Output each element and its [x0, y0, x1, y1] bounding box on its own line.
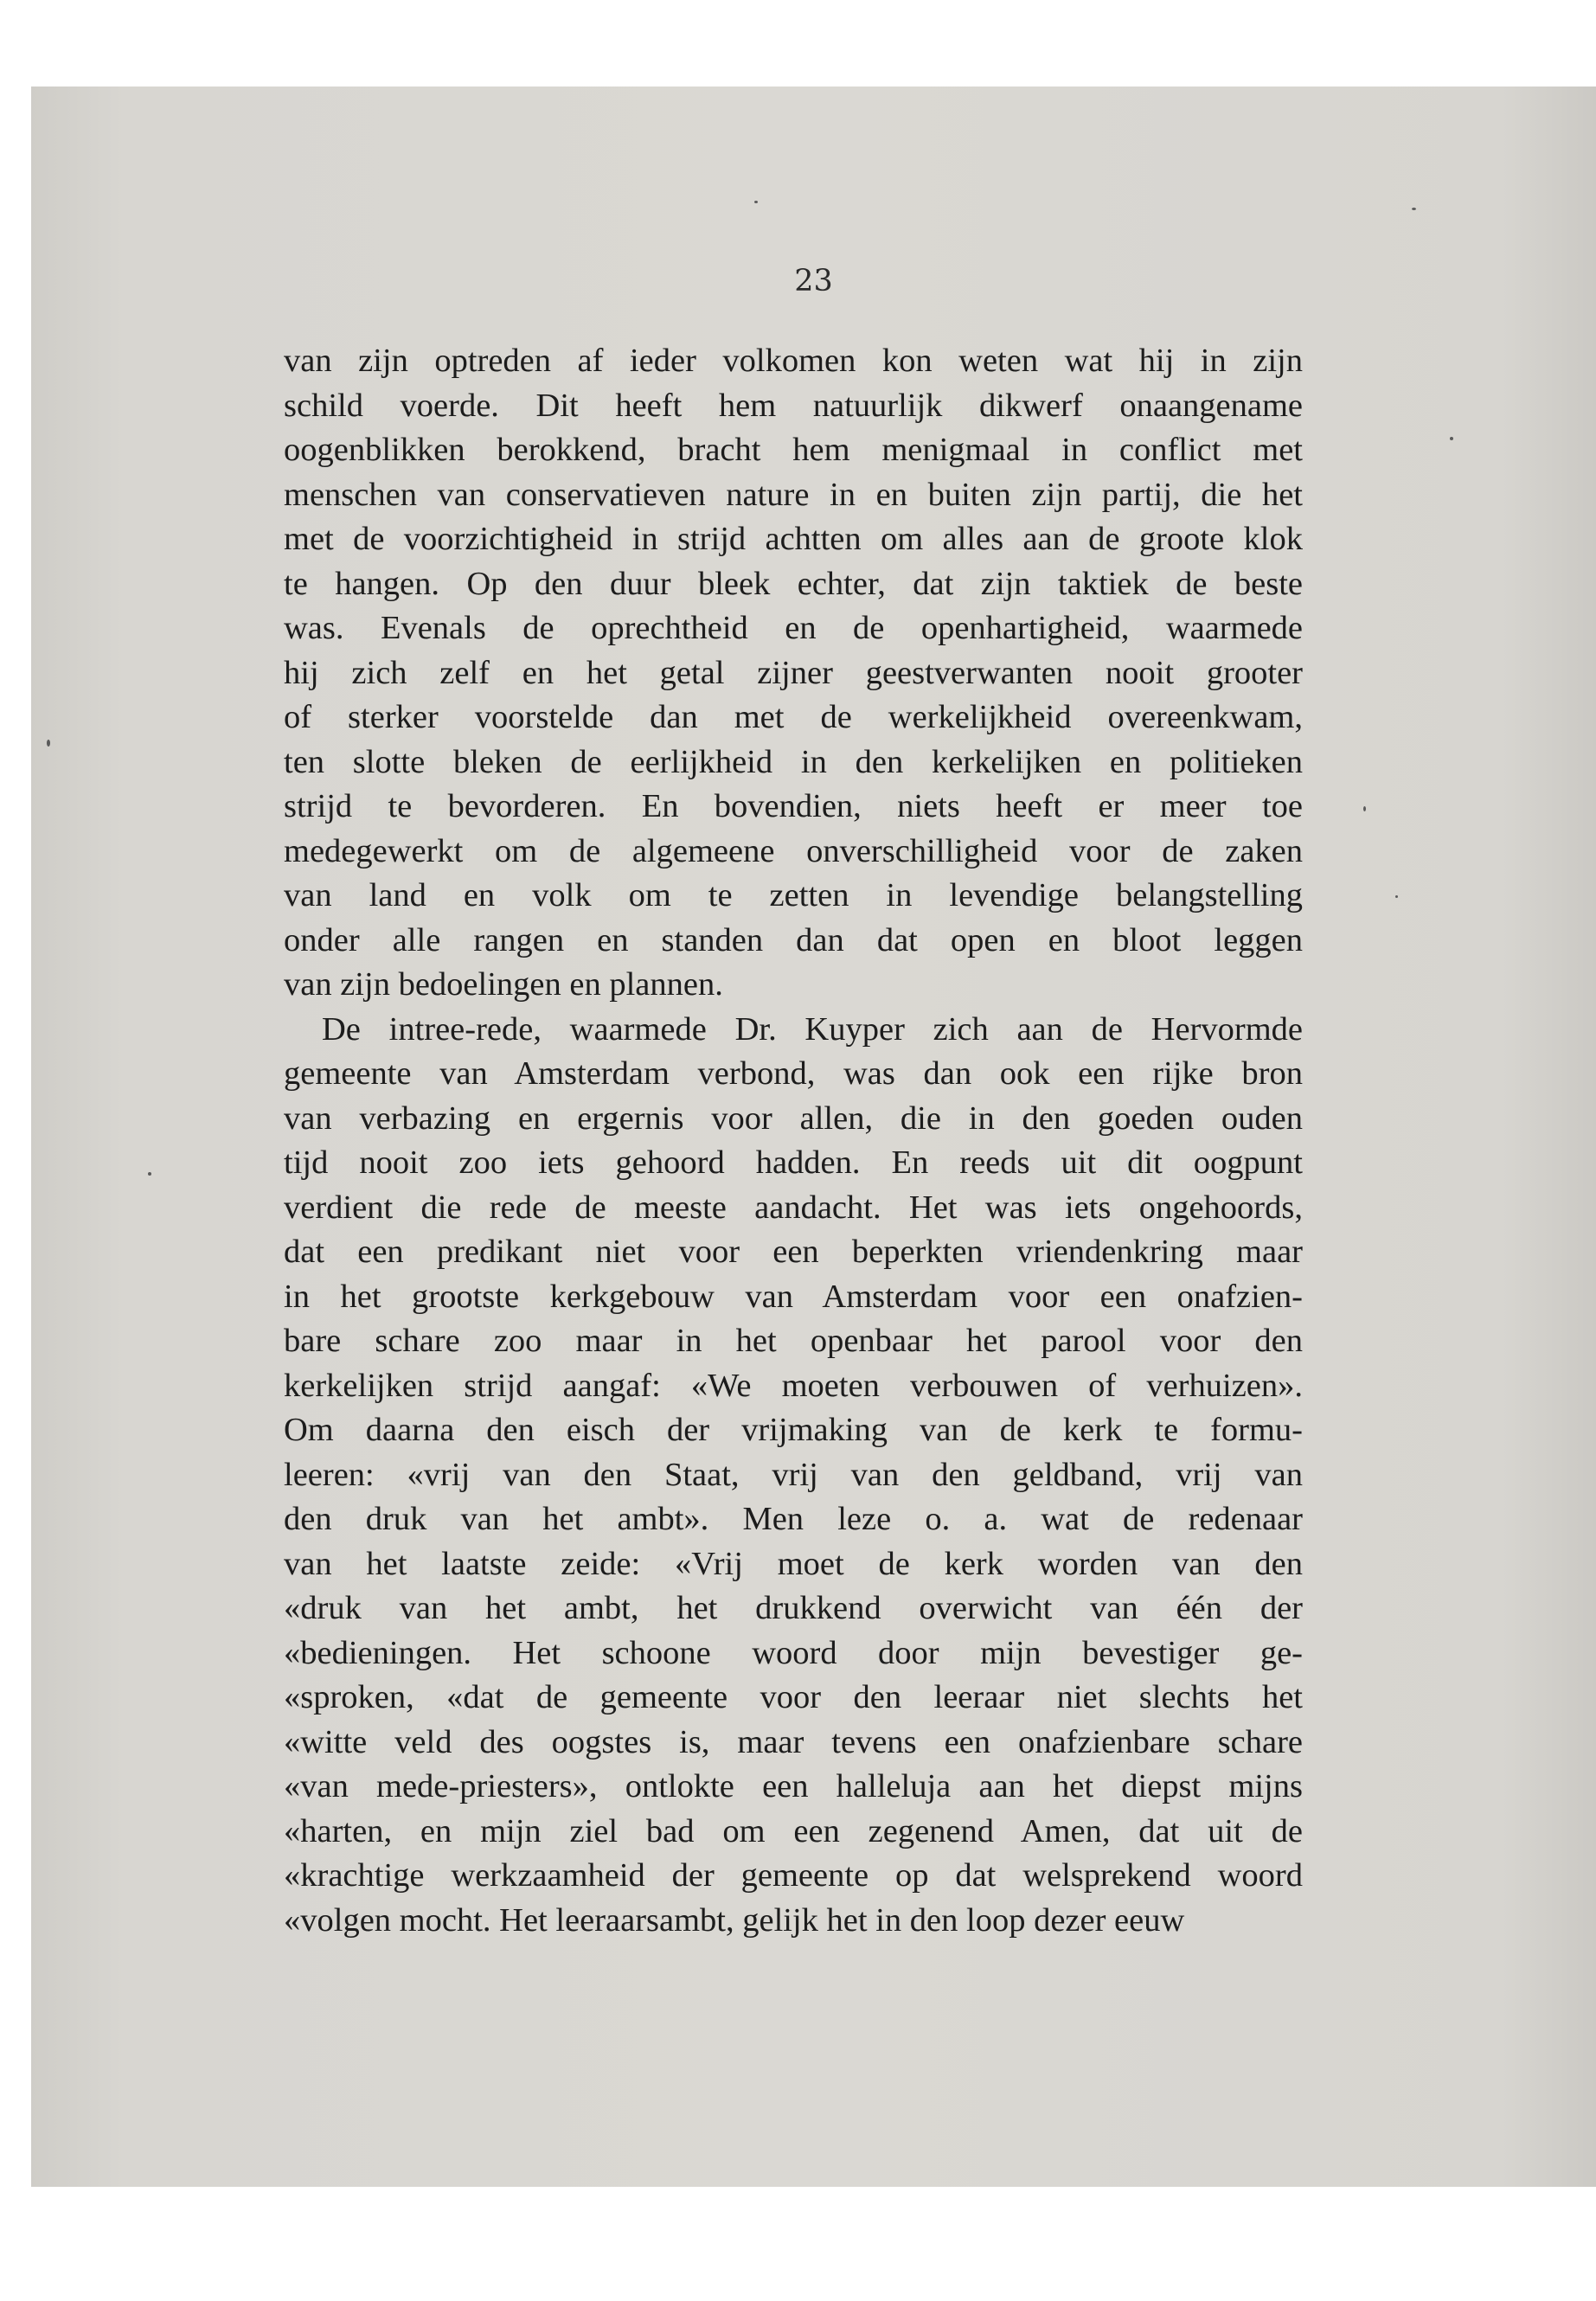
- scan-speck: [148, 1172, 151, 1176]
- scan-speck: [47, 740, 50, 747]
- scan-speck: [1450, 437, 1453, 440]
- text-line: tijd nooit zoo iets gehoord hadden. En reeds uit dit oogpunt: [284, 1144, 1303, 1181]
- scan-speck: [1363, 806, 1366, 811]
- scan-speck: [754, 201, 758, 203]
- text-line: «van mede-priesters», ontlokte een halleluja aan het diepst mijns: [284, 1768, 1303, 1804]
- scan-speck: [1395, 895, 1398, 898]
- text-line: of sterker voorstelde dan met de werkelijkheid overeenkwam,: [284, 699, 1303, 735]
- text-line: was. Evenals de oprechtheid en de openhartigheid, waarmede: [284, 610, 1303, 646]
- text-line: «harten, en mijn ziel bad om een zegenend Amen, dat uit de: [284, 1812, 1303, 1849]
- text-line: den druk van het ambt». Men leze o. a. wat de redenaar: [284, 1501, 1303, 1537]
- paragraph-2: [284, 1008, 1303, 1944]
- text-line: te hangen. Op den duur bleek echter, dat zijn taktiek de beste: [284, 565, 1303, 602]
- text-line: van het laatste zeide: «Vrij moet de kerk worden van den: [284, 1545, 1303, 1582]
- text-line: dat een predikant niet voor een beperkten vriendenkring maar: [284, 1234, 1303, 1270]
- text-line: oogenblikken berokkend, bracht hem menigmaal in conflict met: [284, 432, 1303, 468]
- text-line: bare schare zoo maar in het openbaar het parool voor den: [284, 1323, 1303, 1359]
- text-line: onder alle rangen en standen dan dat open en bloot leggen: [284, 921, 1303, 958]
- text-line: «sproken, «dat de gemeente voor den leeraar niet slechts het: [284, 1679, 1303, 1715]
- text-line: in het grootste kerkgebouw van Amsterdam voor een onafzien-: [284, 1278, 1303, 1315]
- text-line: De intree-rede, waarmede Dr. Kuyper zich aan de Hervormde: [322, 1010, 1303, 1048]
- text-line: kerkelijken strijd aangaf: «We moeten verbouwen of verhuizen».: [284, 1367, 1303, 1404]
- text-line: leeren: «vrij van den Staat, vrij van den geldband, vrij van: [284, 1456, 1303, 1493]
- page-number: 23: [794, 264, 833, 298]
- text-line: schild voerde. Dit heeft hem natuurlijk dikwerf onaangename: [284, 387, 1303, 424]
- text-line: Om daarna den eisch der vrijmaking van de kerk te formu-: [284, 1412, 1303, 1448]
- text-line: gemeente van Amsterdam verbond, was dan ook een rijke bron: [284, 1055, 1303, 1092]
- text-line: «krachtige werkzaamheid der gemeente op dat welsprekend woord: [284, 1857, 1303, 1894]
- text-line: hij zich zelf en het getal zijner geestverwanten nooit grooter: [284, 654, 1303, 691]
- text-line: van land en volk om te zetten in levendige belangstelling: [284, 877, 1303, 913]
- text-line: ten slotte bleken de eerlijkheid in den kerkelijken en politieken: [284, 743, 1303, 780]
- text-line: menschen van conservatieven nature in en buiten zijn partij, die het: [284, 476, 1303, 513]
- text-line: met de voorzichtigheid in strijd achtten om alles aan de groote klok: [284, 521, 1303, 557]
- text-line: van zijn optreden af ieder volkomen kon weten wat hij in zijn: [284, 343, 1303, 379]
- text-line: verdient die rede de meeste aandacht. Het was iets ongehoords,: [284, 1189, 1303, 1226]
- text-line: strijd te bevorderen. En bovendien, niets heeft er meer toe: [284, 788, 1303, 824]
- book-page: [31, 87, 1596, 2187]
- body-text: [284, 339, 1303, 1943]
- text-line: «druk van het ambt, het drukkend overwicht van één der: [284, 1590, 1303, 1626]
- text-line: van zijn bedoelingen en plannen.: [284, 966, 723, 1003]
- text-line: «bedieningen. Het schoone woord door mijn bevestiger ge-: [284, 1634, 1303, 1671]
- text-line: van verbazing en ergernis voor allen, die in den goeden ouden: [284, 1099, 1303, 1137]
- text-line: «volgen mocht. Het leeraarsambt, gelijk het in den loop dezer eeuw: [284, 1901, 1185, 1939]
- paragraph-1: [284, 339, 1303, 1008]
- scan-speck: [1412, 208, 1416, 210]
- text-line: medegewerkt om de algemeene onverschilligheid voor de zaken: [284, 832, 1303, 869]
- text-line: «witte veld des oogstes is, maar tevens een onafzienbare schare: [284, 1723, 1303, 1760]
